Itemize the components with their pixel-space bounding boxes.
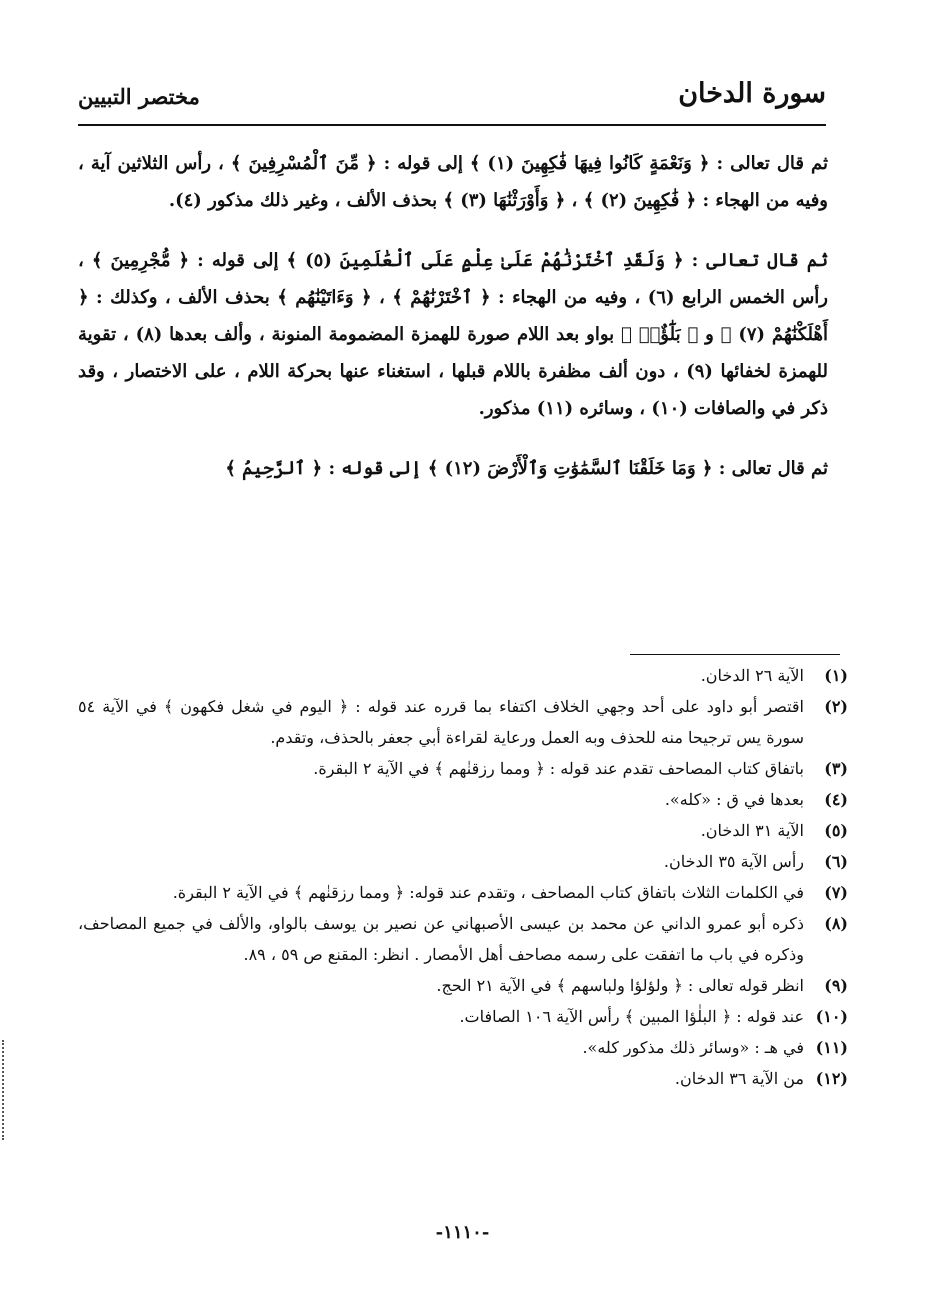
footnotes [78,660,848,1094]
footnote-number: (١١) [815,1038,848,1057]
footnote-text: انظر قوله تعالى : ﴿ ولؤلؤا ولباسهم ﴾ في الآية ٢١ الحج. [436,976,804,995]
footnote [78,784,848,815]
footnote-text: الآية ٣١ الدخان. [700,821,804,840]
footnote-text: من الآية ٣٦ الدخان. [674,1069,804,1088]
footnote-text: ذكره أبو عمرو الداني عن محمد بن عيسى الأصبهاني عن نصير بن يوسف بالواو، والألف في جميع المصاحف، وذكره في باب ما اتفقت على رسمه مصاحف أهل الأمصار . انظر: المقنع ص ٥٩ ، ٨٩. [78,914,804,964]
footnote-text: في الكلمات الثلاث باتفاق كتاب المصاحف ، وتقدم عند قوله: ﴿ ومما رزقنٰهم ﴾ في الآية ٢ البقرة. [172,883,804,902]
footnote-number: (١٠) [815,1007,848,1026]
footnote-text: بعدها في ق : «كله». [664,790,804,809]
footnote [78,815,848,846]
footnote-number: (٨) [824,914,848,933]
paragraph: ثم قال تعالى : ﴿ وَلَقَدِ ٱخْتَرْنَٰهُمْ عَلَىٰ عِلْمٍ عَلَى ٱلْعَٰلَمِينَ (٥) ﴾ إلى قوله : ﴿ مُّجْرِمِينَ ﴾ ، رأس الخمس الرابع (٦) ، وفيه من الهجاء : ﴿ ٱخْتَرْنَٰهُمْ ﴾ ، ﴿ وَءَاتَيْنَٰهُم ﴾ بحذف الألف ، وكذلك : ﴿ أَهْلَكْنَٰهُمْ (٧) ﴾ و ﴿ بَلَٰٓؤٌا۟ ﴾ بواو بعد اللام صورة للهمزة المضمومة المنونة ، وألف بعدها (٨) ، تقوية للهمزة لخفائها (٩) ، دون ألف مظفرة باللام قبلها ، استغناء عنها بحركة اللام ، على الاختصار ، وقد ذكر في والصافات (١٠) ، وسائره (١١) مذكور. [78,250,828,419]
footnote-text: اقتصر أبو داود على أحد وجهي الخلاف اكتفاء بما قرره عند قوله : ﴿ اليوم في شغل فكهون ﴾ في الآية ٥٤ سورة يس ترجيحا منه للحذف وبه العمل ورعاية لقراءة أبي جعفر بالحذف، وتقدم. [78,697,804,747]
footnote [78,753,848,784]
footnote-number: (٩) [824,976,848,995]
main-text [78,145,828,510]
footnote-text: باتفاق كتاب المصاحف تقدم عند قوله : ﴿ ومما رزقنٰهم ﴾ في الآية ٢ البقرة. [313,759,804,778]
footnote-number: (٦) [824,852,848,871]
footnote-text: رأس الآية ٣٥ الدخان. [663,852,804,871]
footnote-text: في هـ : «وسائر ذلك مذكور كله». [582,1038,804,1057]
footnote [78,877,848,908]
book-title: مختصر التبيين [78,84,200,109]
footnote [78,660,848,691]
footnote [78,970,848,1001]
page-number: -١١١٠- [435,1222,490,1243]
footnote [78,908,848,970]
header-rule [78,124,826,126]
footnote-number: (٣) [824,759,848,778]
footnote-number: (١) [824,666,848,685]
scan-margin-marks [2,1040,10,1140]
footnote-text: عند قوله : ﴿ البلٰؤا المبين ﴾ رأس الآية ١٠٦ الصافات. [459,1007,804,1026]
footnote-number: (٥) [824,821,848,840]
footnote-text: الآية ٢٦ الدخان. [700,666,804,685]
footnote-number: (٧) [824,883,848,902]
footnote [78,846,848,877]
footnote-number: (٢) [824,697,848,716]
footnote-rule [630,654,840,655]
paragraph: ثم قال تعالى : ﴿ وَمَا خَلَقْنَا ٱلسَّمَٰوَٰتِ وَٱلْأَرْضَ (١٢) ﴾ إلى قوله : ﴿ ٱلرَّحِيمُ ﴾ [225,458,828,479]
surah-title: سورة الدخان [678,78,826,109]
paragraph: ثم قال تعالى : ﴿ وَنَعْمَةٍ كَانُوا فِيهَا فَٰكِهِينَ (١) ﴾ إلى قوله : ﴿ مِّنَ ٱلْمُسْرِفِينَ ﴾ ، رأس الثلاثين آية ، وفيه من الهجاء : ﴿ فَٰكِهِينَ (٢) ﴾ ، ﴿ وَأَوْرَثْنَٰهَا (٣) ﴾ بحذف الألف ، وغير ذلك مذكور (٤). [78,153,828,211]
footnote [78,1001,848,1032]
running-header [78,78,826,122]
footnote [78,1063,848,1094]
footnote [78,1032,848,1063]
footnote [78,691,848,753]
footnote-number: (٤) [824,790,848,809]
footnote-number: (١٢) [815,1069,848,1088]
